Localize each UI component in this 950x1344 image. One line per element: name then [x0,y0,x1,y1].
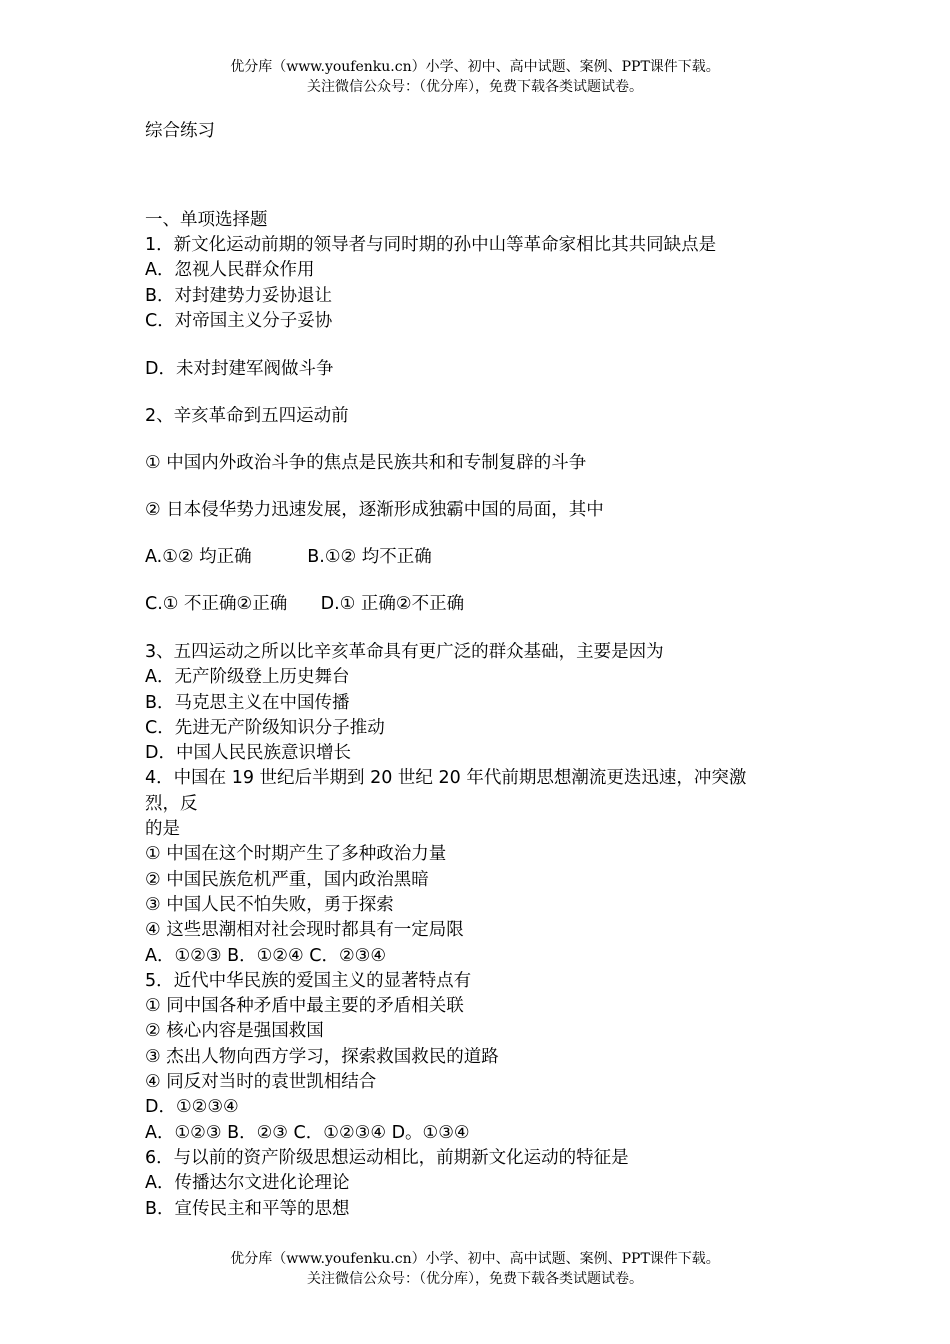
q2-options-ab: A.①② 均正确 B.①② 均不正确 [145,547,432,568]
document-title: 综合练习 [145,121,215,141]
q6-stem: 6．与以前的资产阶级思想运动相比，前期新文化运动的特征是 [145,1147,629,1168]
header-line-1: 优分库（www.youfenku.cn）小学、初中、高中试题、案例、PPT课件下载。 [230,59,720,75]
q1-option-c: C．对帝国主义分子妥协 [145,310,333,331]
q1-stem: 1．新文化运动前期的领导者与同时期的孙中山等革命家相比其共同缺点是 [145,235,717,256]
q3-option-a: A．无产阶级登上历史舞台 [145,667,350,688]
q1-option-b: B．对封建势力妥协退让 [145,285,333,306]
q6-option-b: B．宣传民主和平等的思想 [145,1198,350,1219]
q2-statement-1: ① 中国内外政治斗争的焦点是民族共和和专制复辟的斗争 [145,453,587,474]
q5-statement-4: ④ 同反对当时的袁世凯相结合 [145,1072,377,1093]
section-heading: 一、单项选择题 [145,210,268,230]
q4-options: A．①②③ B．①②④ C．②③④ [145,945,387,966]
question-block-lower [145,640,805,1222]
page-header [0,57,950,97]
q4-statement-3: ③ 中国人民不怕失败，勇于探索 [145,894,394,915]
footer-line-1: 优分库（www.youfenku.cn）小学、初中、高中试题、案例、PPT课件下载。 [230,1251,720,1267]
q4-statement-2: ② 中国民族危机严重，国内政治黑暗 [145,869,429,890]
q1-option-a: A．忽视人民群众作用 [145,260,315,281]
q4-statement-1: ① 中国在这个时期产生了多种政治力量 [145,844,447,865]
q4-stem-line-3: 的是 [145,819,180,840]
footer-line-2: 关注微信公众号：（优分库），免费下载各类试题试卷。 [307,1271,643,1287]
q5-option-d: D．①②③④ [145,1097,239,1118]
q4-stem-line-1: 4．中国在 19 世纪后半期到 20 世纪 20 年代前期思想潮流更迭迅速，冲突激 [145,768,747,789]
q5-statement-3: ③ 杰出人物向西方学习，探索救国救民的道路 [145,1046,499,1067]
q6-option-a: A．传播达尔文进化论理论 [145,1173,350,1194]
q2-stem: 2、辛亥革命到五四运动前 [145,406,349,427]
q2-options-cd: C.① 不正确②正确 D.① 正确②不正确 [145,594,465,615]
q4-statement-4: ④ 这些思潮相对社会现时都具有一定局限 [145,920,464,941]
q1-option-d: D．未对封建军阀做斗争 [145,359,334,380]
page-footer [0,1249,950,1289]
q5-statement-2: ② 核心内容是强国救国 [145,1021,324,1042]
q3-option-d: D．中国人民民族意识增长 [145,743,351,764]
q4-stem-line-2: 烈，反 [145,793,198,814]
q3-option-b: B．马克思主义在中国传播 [145,692,350,713]
q5-options: A．①②③ B．②③ C．①②③④ D。①③④ [145,1122,470,1143]
q3-option-c: C．先进无产阶级知识分子推动 [145,717,385,738]
q5-statement-1: ① 同中国各种矛盾中最主要的矛盾相关联 [145,996,464,1017]
question-block-upper [145,208,805,616]
q2-statement-2: ② 日本侵华势力迅速发展，逐渐形成独霸中国的局面，其中 [145,500,604,521]
header-line-2: 关注微信公众号：（优分库），免费下载各类试题试卷。 [307,79,643,95]
q3-stem: 3、五四运动之所以比辛亥革命具有更广泛的群众基础，主要是因为 [145,642,664,662]
q5-stem: 5．近代中华民族的爱国主义的显著特点有 [145,970,472,991]
